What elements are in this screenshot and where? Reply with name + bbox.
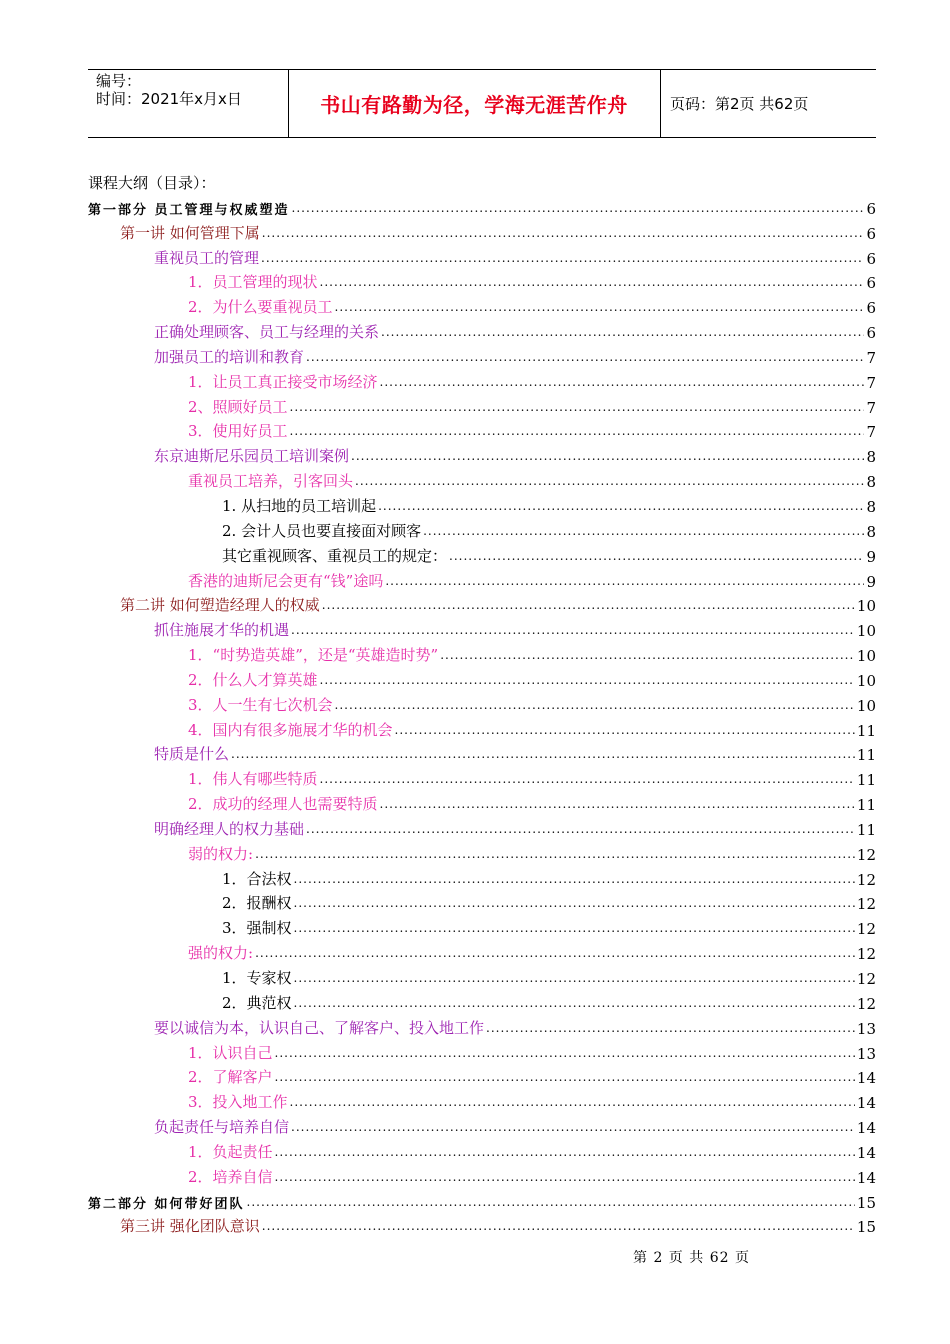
toc-entry-page: 12: [856, 870, 876, 889]
toc-entry-title: 负起责任与培养自信: [154, 1118, 290, 1137]
toc-leader-dots: [380, 797, 855, 811]
toc-entry[interactable]: [88, 516, 876, 541]
toc-entry-title: 正确处理顾客、员工与经理的关系: [154, 323, 380, 342]
toc-entry-page: 8: [866, 448, 876, 467]
toc-entry-page: 8: [866, 522, 876, 541]
toc-entry-page: 14: [856, 1143, 876, 1162]
toc-leader-dots: [247, 1195, 855, 1209]
toc-entry-title: 第二讲 如何塑造经理人的权威: [120, 596, 320, 615]
toc-leader-dots: [294, 971, 855, 985]
toc-leader-dots: [291, 1120, 855, 1134]
toc-title: 课程大纲（目录）：: [88, 174, 216, 192]
toc-entry-title: 香港的迪斯尼会更有“钱”途吗: [188, 571, 384, 590]
toc-entry-page: 7: [866, 398, 876, 417]
toc-entry[interactable]: [88, 193, 876, 218]
toc-entry-title: 2．什么人才算英雄: [188, 670, 318, 689]
toc-leader-dots: [378, 499, 864, 513]
header-motto-cell: [288, 70, 661, 137]
toc-entry-title: 2．典范权: [222, 993, 292, 1012]
toc-leader-dots: [262, 1219, 855, 1233]
toc-entry-page: 10: [856, 647, 876, 666]
toc-entry[interactable]: [88, 1187, 876, 1212]
toc-leader-dots: [320, 772, 855, 786]
toc-entry[interactable]: [88, 740, 876, 765]
toc-leader-dots: [255, 847, 855, 861]
toc-entry-title: 1．伟人有哪些特质: [188, 770, 318, 789]
toc-leader-dots: [294, 872, 855, 886]
toc-entry-title: 3．强制权: [222, 919, 292, 938]
toc-entry[interactable]: [88, 963, 876, 988]
toc-entry-page: 12: [856, 920, 876, 939]
toc-leader-dots: [381, 325, 864, 339]
toc-entry[interactable]: [88, 1087, 876, 1112]
toc-entry-page: 14: [856, 1069, 876, 1088]
toc-entry-title: 1．专家权: [222, 969, 292, 987]
toc-entry[interactable]: [88, 491, 876, 516]
toc-leader-dots: [291, 623, 855, 637]
toc-entry-page: 6: [866, 224, 876, 243]
toc-entry-title: 2、照顾好员工: [188, 397, 288, 416]
toc-entry[interactable]: [88, 938, 876, 963]
toc-leader-dots: [255, 946, 855, 960]
toc-entry-title: 1．“时势造英雄”，还是“英雄造时势”: [188, 646, 439, 665]
toc-entry[interactable]: [88, 367, 876, 392]
toc-entry[interactable]: [88, 292, 876, 317]
toc-entry[interactable]: [88, 988, 876, 1013]
toc-entry[interactable]: [88, 839, 876, 864]
header-meta: [88, 70, 289, 137]
toc-entry[interactable]: [88, 814, 876, 839]
toc-entry-title: 重视员工培养，引客回头: [188, 472, 354, 491]
toc-entry-title: 强的权力:: [188, 944, 254, 963]
toc-entry-page: 12: [856, 970, 876, 988]
page-info: 页码：第2页 共62页: [670, 95, 809, 113]
toc-entry-title: 其它重视顾客、重视员工的规定：: [222, 546, 448, 565]
page-header: [88, 69, 876, 138]
table-of-contents: [88, 193, 876, 1236]
toc-entry-title: 2．培养自信: [188, 1167, 273, 1186]
toc-entry-title: 第二部分 如何带好团队: [88, 1196, 245, 1212]
toc-leader-dots: [306, 350, 864, 364]
toc-entry-page: 11: [856, 721, 876, 740]
toc-leader-dots: [335, 698, 855, 712]
toc-entry[interactable]: [88, 1038, 876, 1063]
toc-leader-dots: [262, 226, 865, 240]
toc-entry-page: 7: [866, 348, 876, 367]
toc-entry-page: 12: [856, 845, 876, 864]
toc-leader-dots: [449, 549, 864, 563]
toc-entry-page: 7: [866, 373, 876, 392]
toc-entry[interactable]: [88, 243, 876, 268]
toc-entry[interactable]: [88, 218, 876, 243]
toc-entry-page: 6: [866, 274, 876, 293]
toc-entry[interactable]: [88, 764, 876, 789]
code-label: 编号：: [96, 72, 142, 90]
toc-entry[interactable]: [88, 1112, 876, 1137]
toc-entry-page: 9: [866, 572, 876, 591]
toc-entry-page: 8: [866, 473, 876, 492]
toc-entry[interactable]: [88, 913, 876, 938]
toc-entry[interactable]: [88, 789, 876, 814]
toc-entry-title: 2．了解客户: [188, 1068, 273, 1087]
toc-entry[interactable]: [88, 466, 876, 491]
toc-entry[interactable]: [88, 392, 876, 417]
toc-entry-page: 11: [856, 820, 876, 839]
toc-leader-dots: [290, 400, 865, 414]
toc-entry[interactable]: [88, 889, 876, 914]
toc-entry-title: 明确经理人的权力基础: [154, 819, 305, 838]
toc-entry-page: 12: [856, 945, 876, 964]
toc-entry-page: 15: [856, 1218, 876, 1237]
toc-entry-page: 7: [866, 423, 876, 442]
toc-entry-page: 13: [856, 1019, 876, 1038]
toc-leader-dots: [335, 300, 865, 314]
toc-entry-title: 1．负起责任: [188, 1142, 273, 1161]
motto: 书山有路勤为径，学海无涯苦作舟: [320, 93, 628, 117]
toc-entry-page: 6: [866, 249, 876, 268]
toc-entry-title: 3．使用好员工: [188, 422, 288, 441]
toc-entry[interactable]: [88, 566, 876, 591]
toc-entry-title: 2．为什么要重视员工: [188, 298, 333, 317]
time-label: 时间：2021年x月x日: [96, 90, 242, 108]
toc-entry-title: 1．让员工真正接受市场经济: [188, 372, 378, 391]
toc-entry-title: 东京迪斯尼乐园员工培训案例: [154, 447, 350, 466]
toc-entry[interactable]: [88, 417, 876, 442]
toc-entry[interactable]: [88, 665, 876, 690]
toc-entry[interactable]: [88, 615, 876, 640]
toc-entry-title: 第一讲 如何管理下属: [120, 223, 260, 242]
toc-entry-page: 6: [866, 324, 876, 343]
toc-entry-page: 13: [856, 1044, 876, 1063]
toc-leader-dots: [292, 201, 865, 215]
toc-leader-dots: [380, 375, 865, 389]
toc-entry-page: 11: [856, 771, 876, 790]
toc-entry-title: 1．合法权: [222, 869, 292, 888]
toc-entry-page: 15: [856, 1193, 876, 1212]
toc-leader-dots: [294, 921, 855, 935]
page-footer: 第 2 页 共 62 页: [633, 1250, 750, 1266]
toc-entry-title: 2．报酬权: [222, 894, 292, 913]
toc-entry[interactable]: [88, 1162, 876, 1187]
toc-entry[interactable]: [88, 1137, 876, 1162]
toc-entry[interactable]: [88, 441, 876, 466]
toc-entry[interactable]: [88, 268, 876, 293]
toc-leader-dots: [231, 747, 855, 761]
toc-leader-dots: [320, 275, 865, 289]
toc-entry-page: 11: [856, 746, 876, 765]
toc-leader-dots: [275, 1070, 855, 1084]
toc-entry[interactable]: [88, 640, 876, 665]
toc-entry-page: 10: [856, 597, 876, 616]
toc-entry-title: 抓住施展才华的机遇: [154, 621, 290, 640]
toc-entry-page: 6: [866, 199, 876, 218]
toc-leader-dots: [261, 251, 864, 265]
toc-leader-dots: [355, 474, 864, 488]
toc-leader-dots: [395, 723, 855, 737]
toc-entry-page: 10: [856, 696, 876, 715]
toc-leader-dots: [385, 574, 864, 588]
toc-entry-title: 2．成功的经理人也需要特质: [188, 795, 378, 814]
toc-entry-page: 8: [866, 497, 876, 516]
toc-entry[interactable]: [88, 1212, 876, 1237]
toc-leader-dots: [294, 996, 855, 1010]
toc-entry-page: 14: [856, 1168, 876, 1187]
toc-leader-dots: [320, 673, 855, 687]
toc-entry-title: 2. 会计人员也要直接面对顾客: [222, 521, 422, 540]
toc-entry[interactable]: [88, 591, 876, 616]
toc-entry-page: 11: [856, 796, 876, 815]
toc-entry-title: 要以诚信为本，认识自己、了解客户、投入地工作: [154, 1018, 485, 1037]
toc-leader-dots: [275, 1046, 855, 1060]
toc-entry-page: 14: [856, 1094, 876, 1113]
toc-leader-dots: [290, 424, 865, 438]
toc-entry-page: 9: [866, 547, 876, 566]
toc-leader-dots: [275, 1145, 855, 1159]
toc-leader-dots: [275, 1170, 855, 1184]
toc-entry-page: 12: [856, 895, 876, 914]
toc-entry-title: 1. 从扫地的员工培训起: [222, 496, 377, 515]
toc-leader-dots: [440, 648, 855, 662]
toc-entry-page: 10: [856, 671, 876, 690]
header-page-cell: [660, 70, 876, 137]
toc-entry-title: 3．人一生有七次机会: [188, 695, 333, 714]
toc-entry-page: 10: [856, 622, 876, 641]
toc-entry[interactable]: [88, 1013, 876, 1038]
toc-leader-dots: [290, 1095, 855, 1109]
toc-entry-title: 4．国内有很多施展才华的机会: [188, 720, 393, 739]
toc-entry[interactable]: [88, 1063, 876, 1088]
toc-entry[interactable]: [88, 715, 876, 740]
toc-leader-dots: [486, 1021, 855, 1035]
toc-entry-title: 1．员工管理的现状: [188, 273, 318, 292]
toc-entry-page: 12: [856, 994, 876, 1013]
toc-entry-title: 1．认识自己: [188, 1043, 273, 1062]
toc-entry[interactable]: [88, 541, 876, 566]
toc-entry-title: 加强员工的培训和教育: [154, 347, 305, 366]
toc-entry-title: 第一部分 员工管理与权威塑造: [88, 202, 290, 218]
toc-entry-title: 重视员工的管理: [154, 248, 260, 267]
toc-entry-title: 3．投入地工作: [188, 1093, 288, 1112]
toc-leader-dots: [294, 896, 855, 910]
toc-entry-title: 特质是什么: [154, 745, 230, 764]
toc-entry-page: 14: [856, 1119, 876, 1138]
toc-leader-dots: [423, 524, 864, 538]
toc-leader-dots: [322, 598, 855, 612]
toc-entry[interactable]: [88, 342, 876, 367]
toc-leader-dots: [306, 822, 855, 836]
toc-entry-title: 第三讲 强化团队意识: [120, 1217, 260, 1236]
toc-entry-page: 6: [866, 299, 876, 318]
toc-leader-dots: [351, 449, 864, 463]
toc-entry[interactable]: [88, 864, 876, 889]
toc-entry[interactable]: [88, 317, 876, 342]
toc-entry-title: 弱的权力:: [188, 844, 254, 863]
toc-entry[interactable]: [88, 690, 876, 715]
